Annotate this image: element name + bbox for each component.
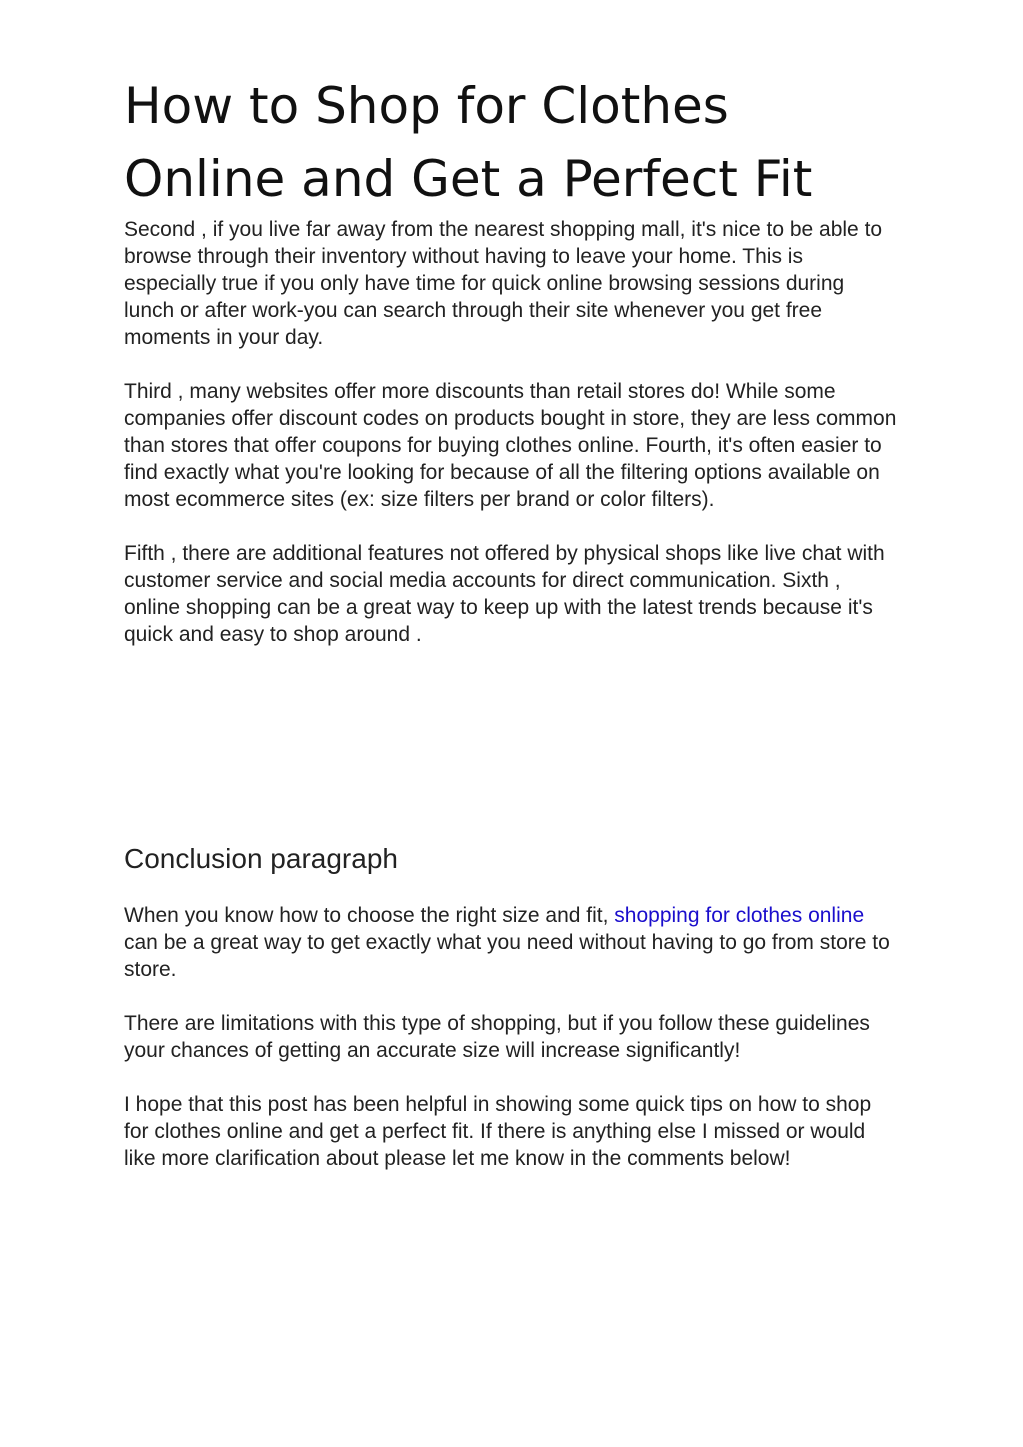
shopping-link[interactable]: shopping for clothes online <box>614 904 865 927</box>
conclusion-section <box>124 902 900 1172</box>
paragraph-third: Third , many websites offer more discounts than retail stores do! While some companies offer discount codes on products bought in store, they are less common than stores that offer coupons for buying clothes online. Fourth, it's often easier to find exactly what you're looking for because of all the filtering options available on most ecommerce sites (ex: size filters per brand or color filters). <box>124 380 897 511</box>
conclusion-paragraph-2: There are limitations with this type of shopping, but if you follow these guidelines your chances of getting an accurate size will increase significantly! <box>124 1012 870 1062</box>
conclusion-heading: Conclusion paragraph <box>124 843 398 874</box>
conclusion-text-before-link: When you know how to choose the right size and fit, <box>124 904 615 927</box>
conclusion-paragraph-1 <box>124 902 900 983</box>
conclusion-paragraph-3: I hope that this post has been helpful in showing some quick tips on how to shop for clothes online and get a perfect fit. If there is anything else I missed or would like more clarification about please let me know in the comments below! <box>124 1093 872 1170</box>
page-title: How to Shop for Clothes Online and Get a Perfect Fit <box>124 77 813 208</box>
paragraph-second: Second , if you live far away from the nearest shopping mall, it's nice to be able to browse through their inventory without having to leave your home. This is especially true if you only have time for quick online browsing sessions during lunch or after work-you can search through their site whenever you get free moments in your day. <box>124 218 883 349</box>
paragraph-fifth: Fifth , there are additional features not offered by physical shops like live chat with customer service and social media accounts for direct communication. Sixth , online shopping can be a great way to keep up with the latest trends because it's quick and easy to shop around . <box>124 542 885 646</box>
conclusion-text-after-link: can be a great way to get exactly what you need without having to go from store to store. <box>124 931 890 981</box>
article <box>124 70 900 648</box>
